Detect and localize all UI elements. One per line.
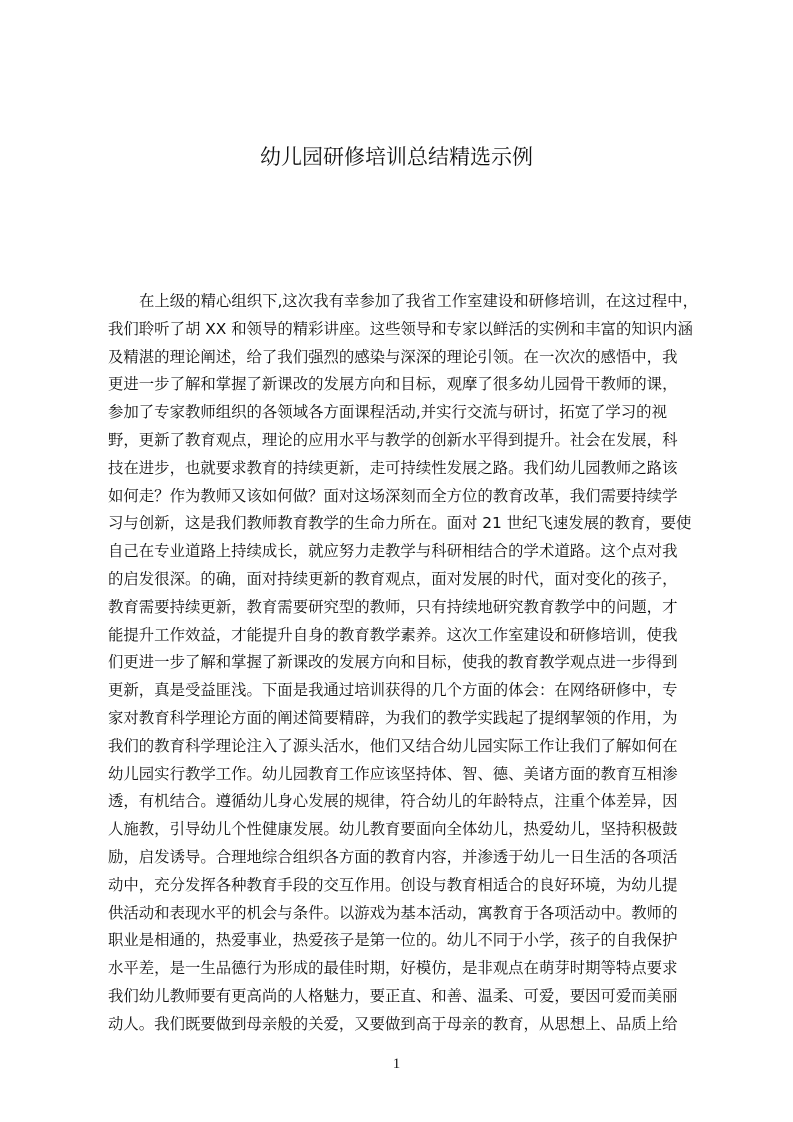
- body-line: 及精湛的理论阐述，给了我们强烈的感染与深深的理论引领。在一次次的感悟中，我: [108, 347, 678, 366]
- body-line: 更新，真是受益匪浅。下面是我通过培训获得的几个方面的体会：在网络研修中，专: [108, 681, 678, 700]
- body-line: 教育需要持续更新，教育需要研究型的教师，只有持续地研究教育教学中的问题，才: [108, 597, 678, 616]
- body-line: 能提升工作效益，才能提升自身的教育教学素养。这次工作室建设和研修培训，使我: [108, 625, 678, 644]
- body-line: 技在进步，也就要求教育的持续更新，走可持续性发展之路。我们幼儿园教师之路该: [108, 458, 678, 477]
- body-paragraph: [108, 288, 706, 1033]
- body-line: 我们幼儿教师要有更高尚的人格魅力，要正直、和善、温柔、可爱，要因可爱而美丽: [108, 986, 678, 1005]
- body-line: 们更进一步了解和掌握了新课改的发展方向和目标，使我的教育教学观点进一步得到: [108, 653, 678, 672]
- body-line: 野，更新了教育观点，理论的应用水平与教学的创新水平得到提升。社会在发展，科: [108, 430, 678, 449]
- body-line: 我们的教育科学理论注入了源头活水，他们又结合幼儿园实际工作让我们了解如何在: [108, 736, 678, 755]
- body-line: 自己在专业道路上持续成长，就应努力走教学与科研相结合的学术道路。这个点对我: [108, 542, 678, 561]
- document-title: 幼儿园研修培训总结精选示例: [260, 145, 533, 169]
- body-line: 幼儿园实行教学工作。幼儿园教育工作应该坚持体、智、德、美诸方面的教育互相渗: [108, 764, 678, 783]
- body-line: 更进一步了解和掌握了新课改的发展方向和目标，观摩了很多幼儿园骨干教师的课，: [108, 375, 678, 394]
- page-number: 1: [392, 1056, 401, 1072]
- body-line: 动中，充分发挥各种教育手段的交互作用。创设与教育相适合的良好环境，为幼儿提: [108, 875, 678, 894]
- body-line: 习与创新，这是我们教师教育教学的生命力所在。面对 21 世纪飞速发展的教育，要使: [108, 514, 692, 533]
- body-line: 如何走？作为教师又该如何做？面对这场深刻而全方位的教育改革，我们需要持续学: [108, 486, 678, 505]
- body-line: 家对教育科学理论方面的阐述简要精辟，为我们的教学实践起了提纲挈领的作用，为: [108, 708, 678, 727]
- body-line: 人施教，引导幼儿个性健康发展。幼儿教育要面向全体幼儿，热爱幼儿，坚持积极鼓: [108, 820, 678, 839]
- body-line: 动人。我们既要做到母亲般的关爱，又要做到高于母亲的教育，从思想上、品质上给: [108, 1014, 678, 1033]
- body-line: 透，有机结合。遵循幼儿身心发展的规律，符合幼儿的年龄特点，注重个体差异，因: [108, 792, 678, 811]
- body-line: 水平差，是一生品德行为形成的最佳时期，好模仿，是非观点在萌芽时期等特点要求: [108, 959, 678, 978]
- body-line: 在上级的精心组织下,这次我有幸参加了我省工作室建设和研修培训，在这过程中，: [139, 292, 698, 310]
- body-line: 参加了专家教师组织的各领域各方面课程活动,并实行交流与研讨，拓宽了学习的视: [108, 403, 667, 422]
- body-line: 励，启发诱导。合理地综合组织各方面的教育内容，并渗透于幼儿一日生活的各项活: [108, 847, 678, 866]
- body-line: 我们聆听了胡 XX 和领导的精彩讲座。这些领导和专家以鲜活的实例和丰富的知识内涵: [108, 319, 693, 338]
- body-line: 供活动和表现水平的机会与条件。以游戏为基本活动，寓教育于各项活动中。教师的: [108, 903, 678, 922]
- body-line: 职业是相通的，热爱事业，热爱孩子是第一位的。幼儿不同于小学，孩子的自我保护: [108, 931, 678, 950]
- body-line: 的启发很深。的确，面对持续更新的教育观点，面对发展的时代，面对变化的孩子，: [108, 569, 678, 588]
